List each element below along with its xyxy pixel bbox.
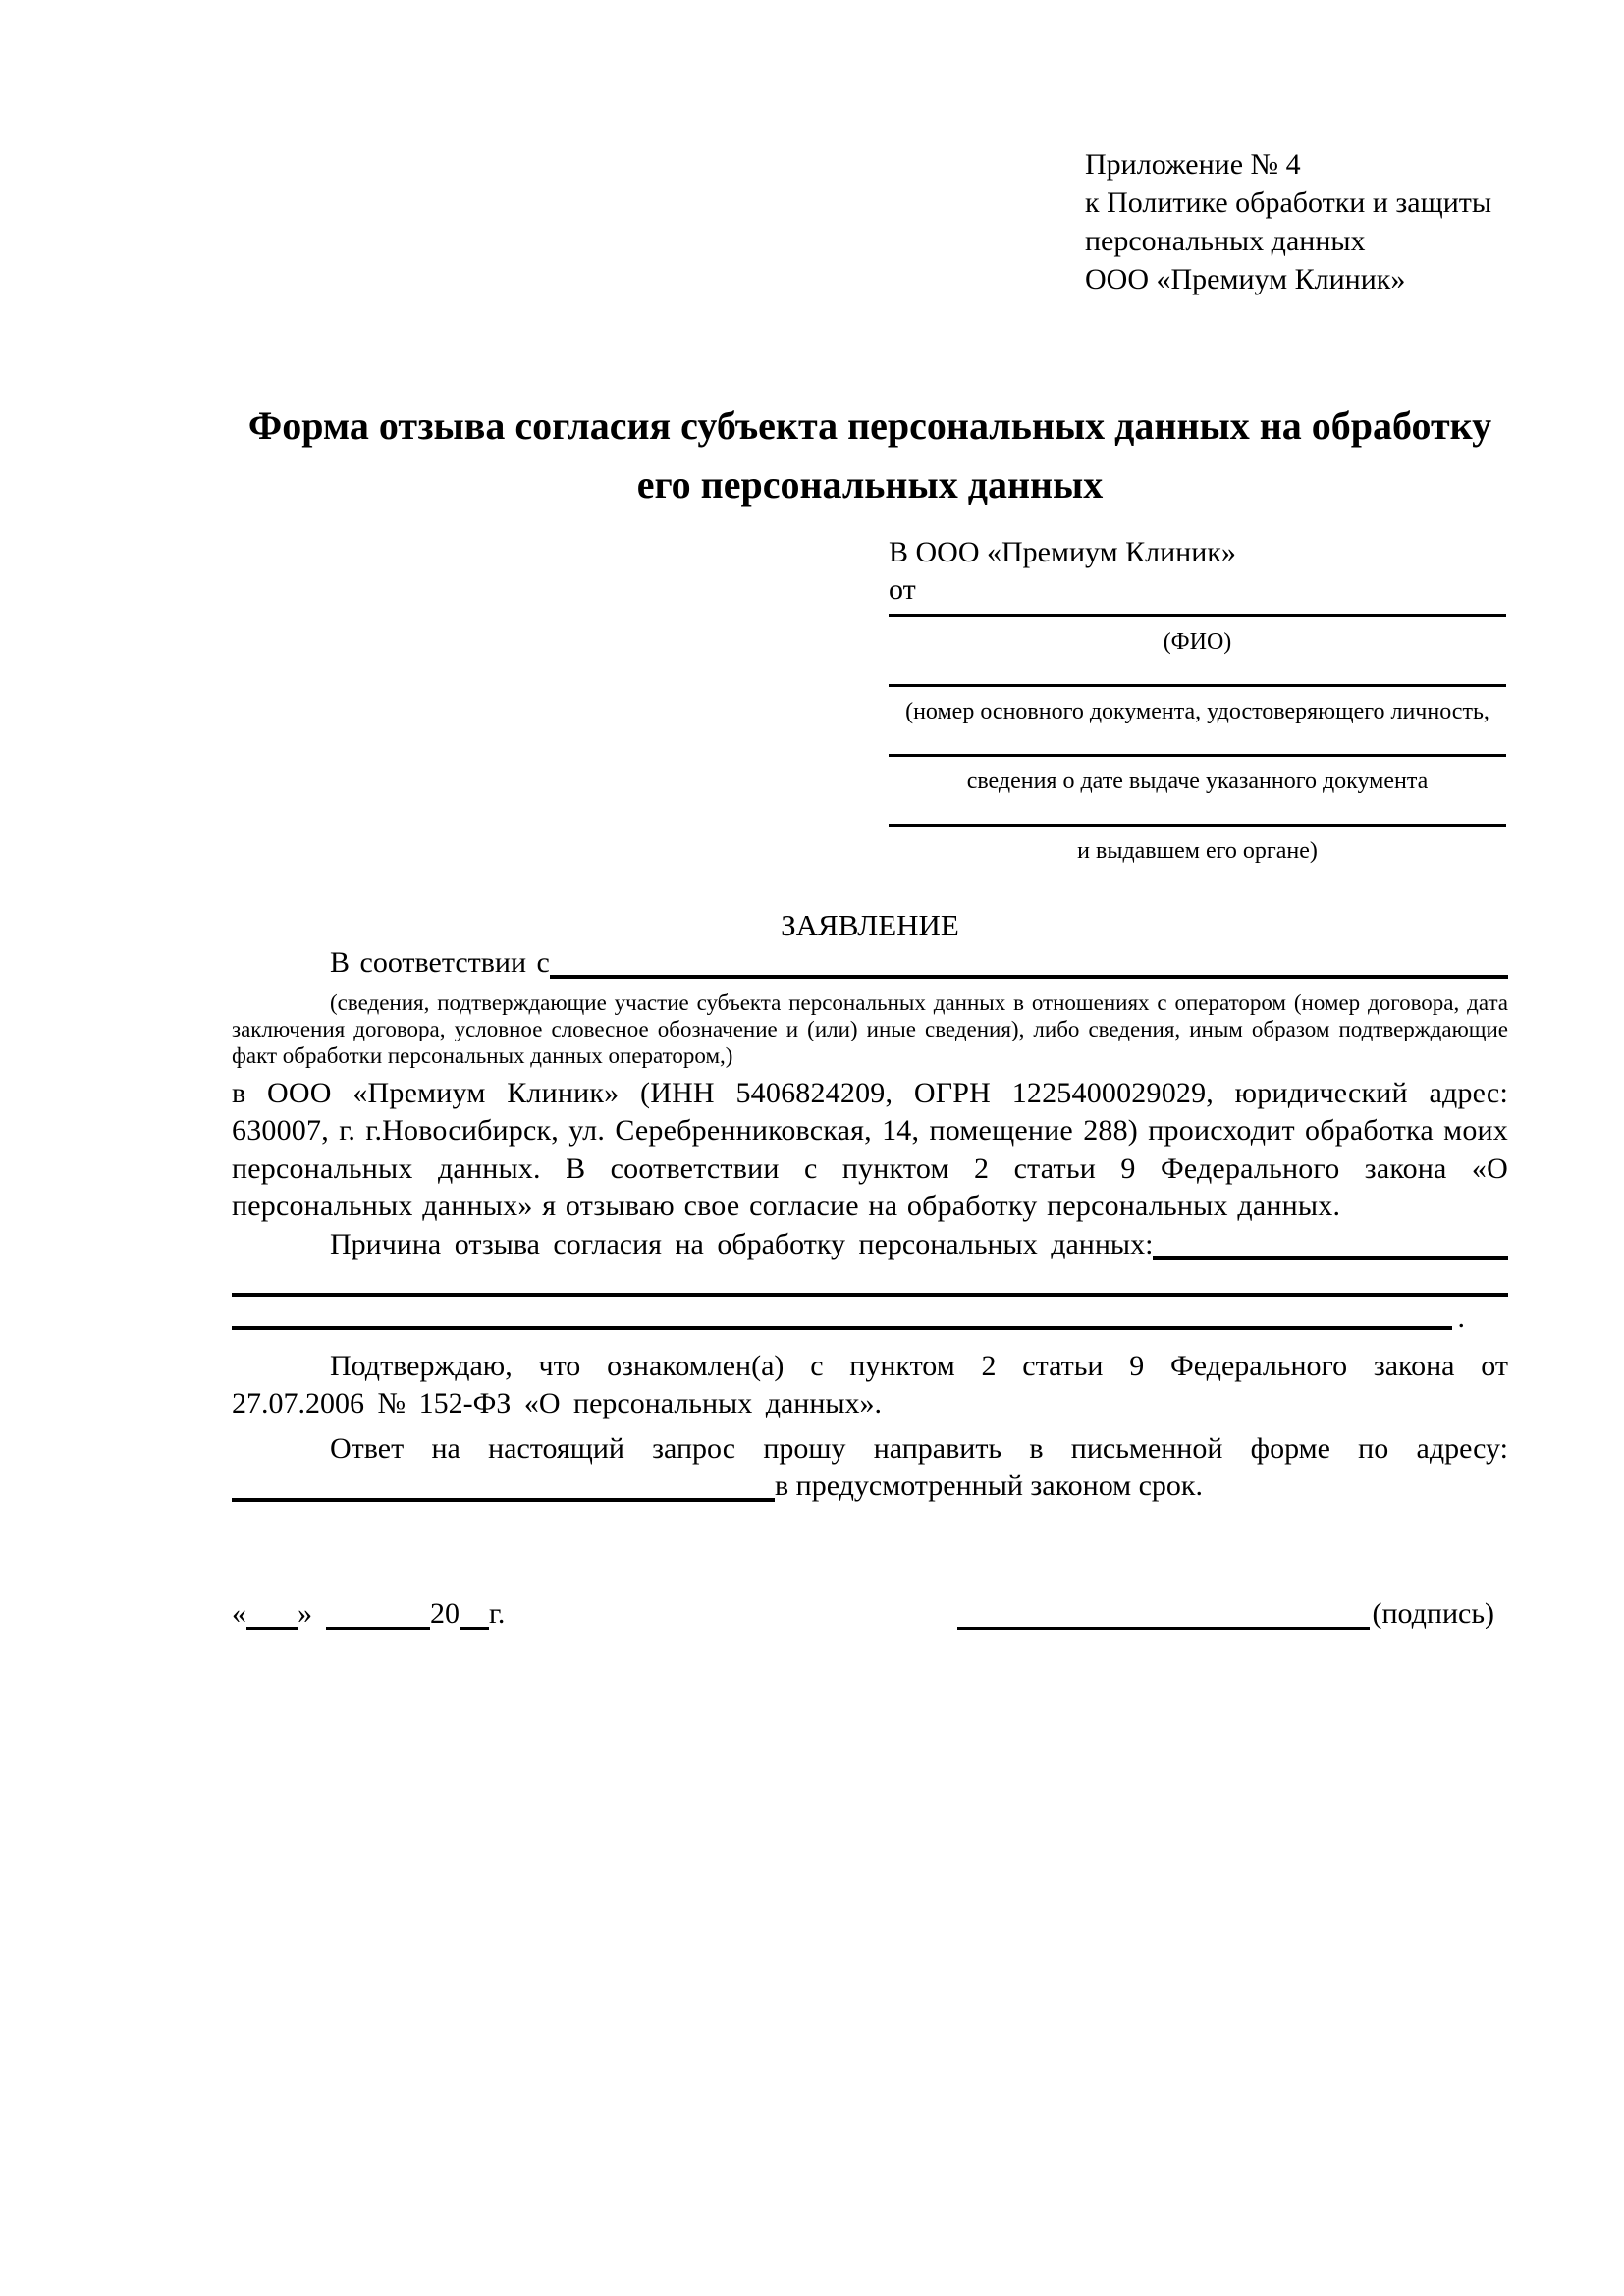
date-close-quote: » xyxy=(298,1596,312,1629)
basis-prefix: В соответствии с xyxy=(330,946,550,979)
reason-blank-line xyxy=(1153,1256,1508,1260)
year-blank-line xyxy=(460,1627,489,1630)
doc-issuer-caption: и выдавшем его органе) xyxy=(1077,838,1318,864)
basis-row xyxy=(232,944,1508,982)
addressee-block xyxy=(889,534,1506,866)
year-prefix: 20 xyxy=(430,1596,460,1629)
document-page xyxy=(232,145,1508,1632)
reason-label: Причина отзыва согласия на обработку персональных данных: xyxy=(330,1227,1154,1260)
reason-terminator: . xyxy=(1457,1301,1465,1334)
appendix-header xyxy=(1085,145,1508,298)
doc-number-field xyxy=(889,678,1506,726)
doc-issue-date-field xyxy=(889,748,1506,796)
doc-issue-date-blank-line xyxy=(889,748,1506,757)
reason-row xyxy=(232,1226,1508,1263)
doc-issuer-blank-line xyxy=(889,818,1506,827)
day-blank-line xyxy=(246,1627,298,1630)
doc-number-caption: (номер основного документа, удостоверяющего личность, xyxy=(905,699,1489,724)
signature-group xyxy=(957,1595,1508,1632)
reply-deadline-text: в предусмотренный законом срок. xyxy=(775,1468,1203,1502)
acknowledgement-paragraph: Подтверждаю, что ознакомлен(а) с пунктом 2 статьи 9 Федерального закона от 27.07.2006 № 152-ФЗ «О персональных данных». xyxy=(232,1349,1508,1419)
doc-number-blank-line xyxy=(889,678,1506,687)
year-suffix: г. xyxy=(489,1596,506,1629)
signoff-row xyxy=(232,1595,1508,1632)
month-blank-line xyxy=(326,1627,430,1630)
basis-blank-line xyxy=(550,975,1508,979)
addressee-to: В ООО «Премиум Клиник» xyxy=(889,536,1236,568)
fio-field xyxy=(889,609,1506,657)
addressee-from-label: от xyxy=(889,573,916,606)
header-line-4: ООО «Премиум Клиник» xyxy=(1085,263,1406,295)
doc-issuer-field xyxy=(889,818,1506,866)
reason-extra-line-2 xyxy=(232,1297,1508,1334)
document-title: Форма отзыва согласия субъекта персональных данных на обработку его персональных данных xyxy=(247,403,1492,507)
basis-note: (сведения, подтверждающие участие субъекта персональных данных в отношениях с оператором (номер договора, дата заключения договора, условное словесное обозначение и (или) иные сведения), либо сведения, иным образом подтверждающие факт обработки персональных данных оператором,) xyxy=(232,990,1508,1068)
fio-caption: (ФИО) xyxy=(1163,629,1232,655)
header-line-3: персональных данных xyxy=(1085,225,1366,257)
date-group xyxy=(232,1595,505,1632)
doc-issue-date-caption: сведения о дате выдаче указанного документа xyxy=(966,769,1429,794)
header-line-1: Приложение № 4 xyxy=(1085,148,1301,181)
statement-heading: ЗАЯВЛЕНИЕ xyxy=(781,908,959,942)
address-blank-line xyxy=(232,1498,775,1502)
signature-caption: (подпись) xyxy=(1372,1596,1494,1629)
reply-address-row xyxy=(232,1468,1508,1505)
reason-extra-line-2-blank xyxy=(232,1297,1452,1330)
statement-body: в ООО «Премиум Клиник» (ИНН 5406824209, ОГРН 1225400029029, юридический адрес: 630007, г. г.Новосибирск, ул. Серебренниковская, 14, помещение 288) происходит обработка моих персональных данных. В соответствии с пунктом 2 статьи 9 Федерального закона «О персональных данных» я отзываю свое согласие на обработку персональных данных. xyxy=(232,1077,1508,1223)
date-open-quote: « xyxy=(232,1596,246,1629)
header-line-2: к Политике обработки и защиты xyxy=(1085,187,1492,219)
fio-blank-line xyxy=(889,609,1506,617)
signature-blank-line xyxy=(957,1627,1370,1630)
reason-extra-line-1 xyxy=(232,1271,1508,1297)
reply-request-text: Ответ на настоящий запрос прошу направить в письменной форме по адресу: xyxy=(330,1431,1508,1465)
